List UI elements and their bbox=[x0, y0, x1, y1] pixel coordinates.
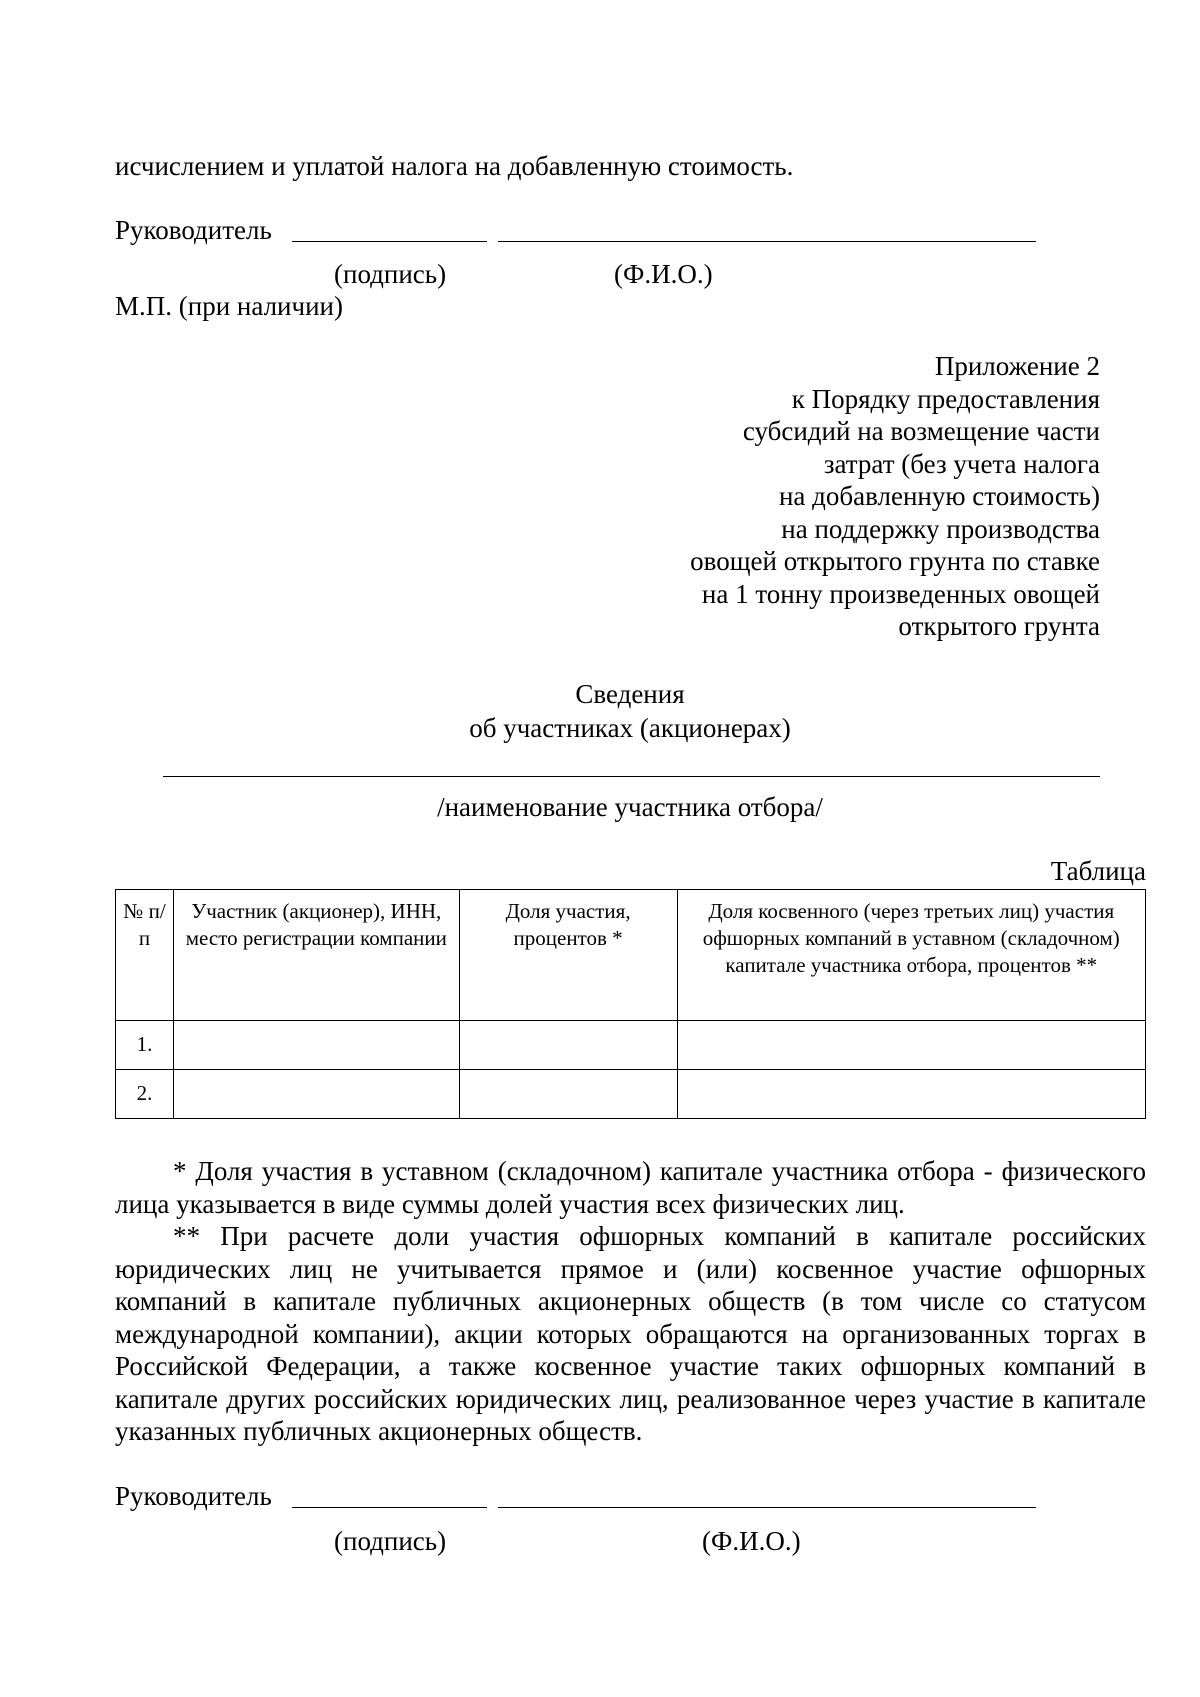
footnotes bbox=[115, 1155, 1146, 1448]
participant-name-caption: /наименование участника отбора/ bbox=[437, 792, 823, 822]
appendix-line: субсидий на возмещение части bbox=[742, 416, 1100, 446]
appendix-line: Приложение 2 bbox=[934, 351, 1100, 381]
name-line bbox=[498, 241, 1036, 242]
name-caption: (Ф.И.О.) bbox=[702, 1526, 801, 1556]
header-number: № п/п bbox=[116, 890, 174, 1021]
table-row bbox=[116, 1070, 1146, 1119]
table-cell bbox=[677, 1021, 1146, 1070]
appendix-line: на добавленную стоимость) bbox=[778, 481, 1100, 511]
document-title: Сведения bbox=[575, 679, 685, 709]
head-label: Руководитель bbox=[115, 215, 272, 245]
signature-line bbox=[292, 1507, 487, 1508]
appendix-line: овощей открытого грунта по ставке bbox=[690, 546, 1100, 576]
table-label: Таблица bbox=[1050, 856, 1146, 886]
appendix-line: открытого грунта bbox=[898, 611, 1100, 641]
table-row bbox=[116, 1021, 1146, 1070]
table-header-row bbox=[116, 890, 1146, 1021]
signature-caption: (подпись) bbox=[334, 1526, 447, 1556]
signature-line bbox=[292, 241, 487, 242]
table-cell bbox=[173, 1070, 459, 1119]
footnote-2: ** При расчете доли участия офшорных компаний в капитале российских юридических лиц не учитывается прямое и (или) косвенное участие офшорных компаний в капитале публичных акционерных обществ (в том числе со статусом международной компании), акции которых обращаются на организованных торгах в Российской Федерации, а также косвенное участие таких офшорных компаний в капитале других российских юридических лиц, реализованное через участие в капитале указанных публичных акционерных обществ. bbox=[115, 1221, 1146, 1446]
table-cell-number: 1. bbox=[116, 1021, 174, 1070]
stamp-note: М.П. (при наличии) bbox=[115, 291, 343, 321]
participants-table bbox=[115, 889, 1146, 1119]
intro-text: исчислением и уплатой налога на добавленную стоимость. bbox=[115, 151, 794, 181]
header-participant: Участник (акционер), ИНН, место регистрации компании bbox=[173, 890, 459, 1021]
name-caption: (Ф.И.О.) bbox=[614, 259, 713, 289]
header-offshore-share: Доля косвенного (через третьих лиц) участия офшорных компаний в уставном (складочном) капитале участника отбора, процентов ** bbox=[677, 890, 1146, 1021]
appendix-line: на 1 тонну произведенных овощей bbox=[701, 578, 1100, 609]
header-share: Доля участия, процентов * bbox=[459, 890, 677, 1021]
participant-name-line bbox=[163, 776, 1100, 777]
table-cell bbox=[459, 1021, 677, 1070]
table-cell bbox=[677, 1070, 1146, 1119]
head-label: Руководитель bbox=[115, 1481, 272, 1511]
appendix-line: на поддержку производства bbox=[781, 513, 1100, 544]
appendix-line: затрат (без учета налога bbox=[823, 448, 1100, 479]
document-subtitle: об участниках (акционерах) bbox=[469, 713, 791, 743]
name-line bbox=[498, 1507, 1036, 1508]
signature-caption: (подпись) bbox=[334, 259, 447, 289]
table-cell bbox=[459, 1070, 677, 1119]
footnote-1: * Доля участия в уставном (складочном) капитале участника отбора - физического лица указывается в виде суммы долей участия всех физических лиц. bbox=[115, 1156, 1146, 1219]
appendix-reference bbox=[690, 350, 1100, 643]
table-cell-number: 2. bbox=[116, 1070, 174, 1119]
appendix-line: к Порядку предоставления bbox=[791, 383, 1100, 414]
table-cell bbox=[173, 1021, 459, 1070]
